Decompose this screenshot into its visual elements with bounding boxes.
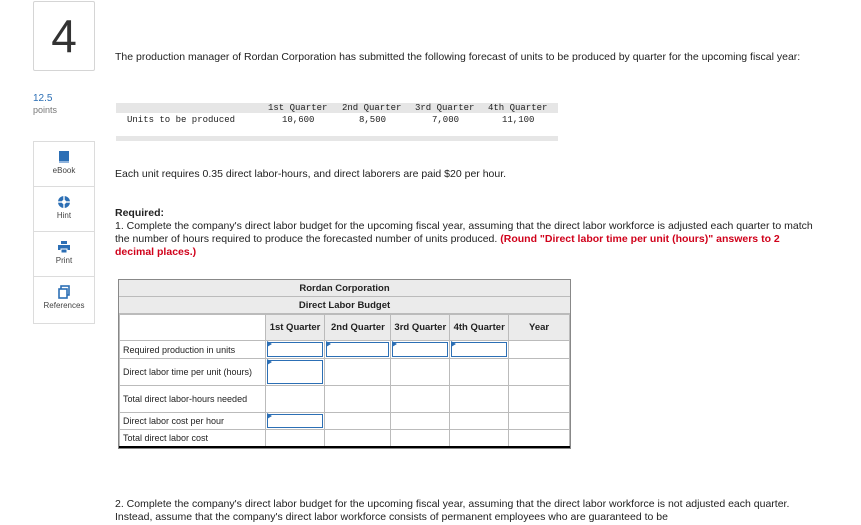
direct-labor-budget [118, 279, 571, 449]
total-cost-year-cell [509, 430, 570, 448]
production-q3-input[interactable] [392, 342, 448, 357]
production-q2-input[interactable] [326, 342, 389, 357]
total-cost-q3-cell [391, 430, 450, 448]
labor-time-year-cell [509, 359, 570, 386]
input-flag-icon [267, 341, 272, 347]
labor-time-q1-input[interactable] [267, 360, 324, 384]
total-hours-q3-cell [391, 386, 450, 413]
budget-company: Rordan Corporation [119, 280, 570, 297]
points-label: points [33, 105, 58, 115]
input-flag-icon [451, 341, 456, 347]
production-q4-input[interactable] [451, 342, 507, 357]
print-icon [57, 240, 71, 254]
part2-text: 2. Complete the company's direct labor budget for the upcoming fiscal year, assuming that the direct labor workforce is not adjusted each quarter. Instead, assume that the company's direct labor workforce consists of permanent employees who are guaranteed to be [115, 498, 790, 523]
forecast-divider [116, 136, 558, 141]
total-hours-q4-cell [450, 386, 509, 413]
labor-time-q4-cell [450, 359, 509, 386]
total-hours-year-cell [509, 386, 570, 413]
row-label-total-hours: Total direct labor-hours needed [120, 386, 266, 413]
cost-per-hour-q4-cell [450, 413, 509, 430]
budget-title: Direct Labor Budget [119, 297, 570, 314]
hint-icon [57, 195, 71, 209]
forecast-value-3: 7,000 [432, 115, 460, 125]
tool-panel [33, 141, 95, 324]
cost-per-hour-q1-input[interactable] [267, 414, 324, 428]
part1-text: 1. Complete the company's direct labor budget for the upcoming fiscal year, assuming that the direct labor workforce is adjusted each quarter to match the number of hours required to produce the forecasted number of units produced. [115, 220, 813, 245]
col-q2: 2nd Quarter [325, 315, 391, 341]
labor-time-q3-cell [391, 359, 450, 386]
row-label-total-cost: Total direct labor cost [120, 430, 266, 448]
required-heading: Required: [115, 207, 165, 219]
col-q3: 3rd Quarter [391, 315, 450, 341]
total-hours-q1-cell [265, 386, 325, 413]
input-flag-icon [267, 413, 272, 419]
row-label-cost-per-hour: Direct labor cost per hour [120, 413, 266, 430]
input-flag-icon [267, 359, 272, 365]
print-button[interactable] [34, 232, 94, 277]
row-label-labor-time: Direct labor time per unit (hours) [120, 359, 266, 386]
total-cost-q2-cell [325, 430, 391, 448]
input-flag-icon [326, 341, 331, 347]
unit-info-text: Each unit requires 0.35 direct labor-hours, and direct laborers are paid $20 per hour. [115, 168, 507, 180]
book-icon [57, 150, 71, 164]
points-info [33, 93, 57, 115]
total-hours-q2-cell [325, 386, 391, 413]
hint-button[interactable] [34, 187, 94, 232]
total-cost-q4-cell [450, 430, 509, 448]
references-button[interactable] [34, 277, 94, 323]
ebook-label: eBook [52, 166, 76, 175]
part1-rounding-note: (Round "Direct labor time per unit (hours)" answers to 2 decimal places.) [115, 233, 780, 258]
row-label-production: Required production in units [120, 341, 266, 359]
forecast-table [116, 103, 558, 141]
forecast-value-1: 10,600 [282, 115, 315, 125]
intro-text: The production manager of Rordan Corporation has submitted the following forecast of units to be produced by quarter for the upcoming fiscal year: [115, 51, 801, 63]
input-flag-icon [392, 341, 397, 347]
references-label: References [43, 301, 85, 310]
production-year-cell [509, 341, 570, 359]
cost-per-hour-q2-cell [325, 413, 391, 430]
forecast-value-2: 8,500 [359, 115, 387, 125]
col-q1: 1st Quarter [265, 315, 325, 341]
forecast-col-3: 3rd Quarter [415, 103, 475, 113]
hint-label: Hint [56, 211, 72, 220]
forecast-col-1: 1st Quarter [268, 103, 328, 113]
points-value: 12.5 [33, 93, 53, 104]
ebook-button[interactable] [34, 142, 94, 187]
production-q1-input[interactable] [267, 342, 324, 357]
forecast-col-2: 2nd Quarter [342, 103, 402, 113]
forecast-col-4: 4th Quarter [488, 103, 548, 113]
budget-corner [120, 315, 266, 341]
required-section [115, 207, 815, 259]
forecast-value-4: 11,100 [502, 115, 535, 125]
forecast-row-label: Units to be produced [127, 115, 236, 125]
total-cost-q1-cell [265, 430, 325, 448]
labor-time-q2-cell [325, 359, 391, 386]
col-q4: 4th Quarter [450, 315, 509, 341]
print-label: Print [55, 256, 73, 265]
references-icon [57, 285, 71, 299]
cost-per-hour-q3-cell [391, 413, 450, 430]
cost-per-hour-year-cell [509, 413, 570, 430]
col-year: Year [509, 315, 570, 341]
question-number: 4 [33, 1, 95, 71]
